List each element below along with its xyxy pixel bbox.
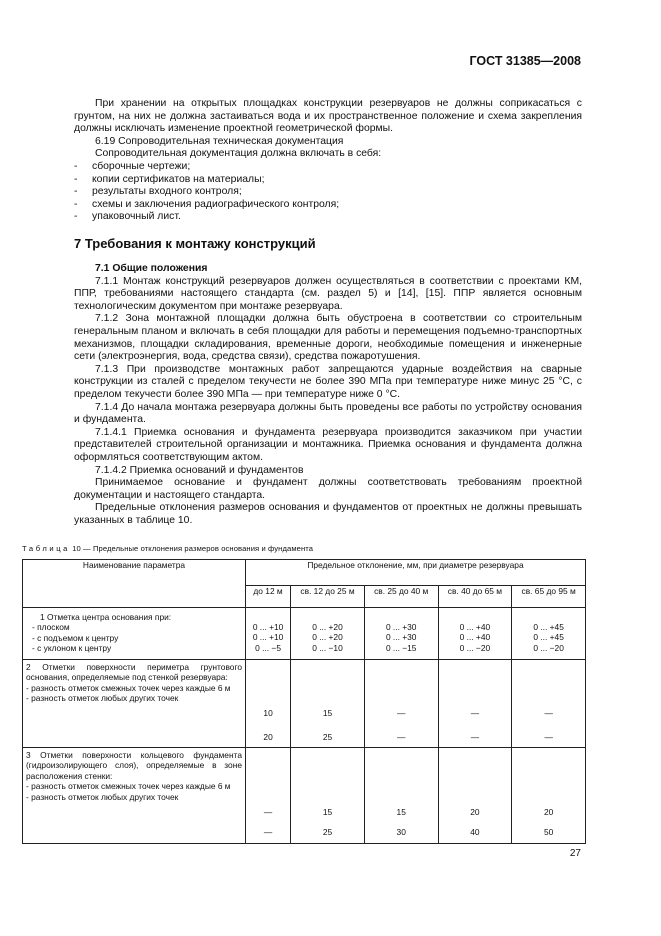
value: 50 xyxy=(543,827,554,838)
list-item: - упаковочный лист. xyxy=(74,211,582,224)
value-cell xyxy=(291,608,365,660)
intro-block xyxy=(74,98,582,224)
value: 30 xyxy=(396,827,406,838)
value-cell xyxy=(291,748,365,844)
table-row xyxy=(23,608,586,660)
row-label xyxy=(23,748,246,844)
subsection-heading: 7.1 Общие положения xyxy=(95,263,208,274)
document-id: ГОСТ 31385—2008 xyxy=(469,54,581,68)
row-sub: - с подъемом к центру xyxy=(32,632,119,643)
row-sub: - плоском xyxy=(32,622,70,633)
value-cell xyxy=(512,608,586,660)
value: 20 xyxy=(263,732,273,743)
row-title: 2 Отметки поверхности периметра грунтового основания, определяемые под стенкой резервуара: xyxy=(26,662,242,683)
row-sub: - разность отметок любых других точек xyxy=(26,791,179,802)
value: 0 ... +45 xyxy=(533,632,564,643)
paragraph: Принимаемое основание и фундамент должны соответствовать требованиям проектной документации и настоящего стандарта. xyxy=(74,477,582,501)
row-title: 1 Отметка центра основания при: xyxy=(40,612,172,622)
value: 0 ... +30 xyxy=(385,622,417,632)
value: 0 ... −10 xyxy=(312,642,343,653)
table-caption-word: Таблица xyxy=(22,544,70,553)
paragraph: 7.1.4.1 Приемка основания и фундамента резервуара производится заказчиком при участии представителей строительной организации и монтажника. Приемка основания и фундамента должна оформляться соответствующим актом. xyxy=(74,426,582,463)
row-sub: - разность отметок смежных точек через каждые 6 м xyxy=(26,781,231,792)
value: 15 xyxy=(322,807,333,817)
value: 0 ... +40 xyxy=(459,632,491,643)
value-cell xyxy=(364,660,438,748)
row-sub: - разность отметок смежных точек через каждые 6 м xyxy=(26,682,231,693)
header-diameter: св. 40 до 65 м xyxy=(438,586,512,608)
table-header-row xyxy=(23,560,586,586)
row-label xyxy=(23,608,246,660)
deviation-table xyxy=(22,559,586,844)
value: — xyxy=(470,708,480,718)
value: — xyxy=(544,708,553,718)
value: 20 xyxy=(470,807,480,817)
value: 25 xyxy=(322,827,333,838)
paragraph: Предельные отклонения размеров основания и фундаментов от проектных не должны превышать указанных в таблице 10. xyxy=(74,502,582,526)
value: 0 ... −20 xyxy=(533,642,564,653)
value: — xyxy=(397,708,406,718)
value: 0 ... +10 xyxy=(252,632,284,643)
value: — xyxy=(263,827,273,838)
value: 0 ... −5 xyxy=(255,642,281,653)
paragraph: 7.1.4 До начала монтажа резервуара должны быть проведены все работы по устройству основания и фундамента. xyxy=(74,401,582,426)
value: 20 xyxy=(543,807,554,817)
value: 0 ... +20 xyxy=(312,632,343,643)
table-row xyxy=(23,748,586,844)
value-cell xyxy=(364,608,438,660)
list-item: - сборочные чертежи; xyxy=(74,161,582,174)
value: 0 ... +45 xyxy=(533,622,564,632)
page-number: 27 xyxy=(569,848,581,859)
header-diameter: св. 12 до 25 м xyxy=(291,586,365,608)
header-diameter: св. 25 до 40 м xyxy=(364,586,438,608)
value: 0 ... +40 xyxy=(459,622,491,632)
value: 40 xyxy=(470,827,480,838)
value: — xyxy=(470,732,480,743)
value: 15 xyxy=(396,807,406,817)
table-caption xyxy=(22,544,313,553)
paragraph: Сопроводительная документация должна включать в себя: xyxy=(95,148,382,160)
row-sub: - разность отметок любых других точек xyxy=(26,693,179,704)
value-cell xyxy=(512,748,586,844)
list-item: - результаты входного контроля; xyxy=(74,186,582,199)
value: 15 xyxy=(322,708,333,718)
section-heading: 7 Требования к монтажу конструкций xyxy=(74,236,316,251)
paragraph: 7.1.4.2 Приемка оснований и фундаментов xyxy=(95,464,304,476)
value: 10 xyxy=(263,708,273,718)
value-cell xyxy=(364,748,438,844)
list-item: - копии сертификатов на материалы; xyxy=(74,174,582,187)
paragraph: 7.1.3 При производстве монтажных работ запрещаются ударные воздействия на сварные конструкции из сталей с пределом текучести не более 390 МПа при температуре ниже минус 25 °С, с пределом текучести более 390 МПа — при температуре ниже 0 °С. xyxy=(74,363,582,400)
value: — xyxy=(397,732,406,743)
value: — xyxy=(263,807,273,817)
list-item: - схемы и заключения радиографического контроля; xyxy=(74,199,582,212)
value-cell xyxy=(438,608,512,660)
value-cell xyxy=(438,660,512,748)
row-sub: - с уклоном к центру xyxy=(32,643,112,654)
value-cell xyxy=(246,660,291,748)
header-group: Предельное отклонение, мм, при диаметре резервуара xyxy=(246,560,586,586)
paragraph: 7.1.2 Зона монтажной площадки должна быть обустроена в соответствии со строительным генеральным планом и включать в себя площадки для работы и перемещения подъемно-транспортных механизмов, площадки складирования, временные дороги, необходимые помещения и инженерные сети (электроэнергия, вода, средства связи), средства пожаротушения. xyxy=(74,313,582,363)
value-cell xyxy=(291,660,365,748)
value: 0 ... −15 xyxy=(385,642,417,653)
table-caption-text: 10 — Предельные отклонения размеров основания и фундамента xyxy=(72,544,314,553)
header-diameter: до 12 м xyxy=(246,586,291,608)
value: 0 ... −20 xyxy=(459,642,491,653)
header-diameter: св. 65 до 95 м xyxy=(512,586,586,608)
value-cell xyxy=(512,660,586,748)
table-row xyxy=(23,660,586,748)
header-param: Наименование параметра xyxy=(23,560,246,608)
value: — xyxy=(544,732,553,743)
value: 0 ... +10 xyxy=(252,622,284,632)
value: 0 ... +20 xyxy=(312,622,343,632)
row-title: 3 Отметки поверхности кольцевого фундамента (гидроизолирующего слоя), определяемые в зоне расположения стенки: xyxy=(26,750,242,781)
value: 0 ... +30 xyxy=(385,632,417,643)
paragraph: При хранении на открытых площадках конструкции резервуаров не должны соприкасаться с грунтом, на них не должна застаиваться вода и их пространственное положение и схема закрепления должны исключать изменение проектной геометрической формы. xyxy=(74,98,582,135)
paragraph: 7.1.1 Монтаж конструкций резервуаров должен осуществляться в соответствии с проектами КМ, ППР, требованиями настоящего стандарта (см. раздел 5) и [14], [15]. ППР является основным технологическим документом при монтаже резервуара. xyxy=(74,275,582,312)
value-cell xyxy=(246,748,291,844)
value: 25 xyxy=(322,732,333,743)
value-cell xyxy=(438,748,512,844)
section-body xyxy=(74,263,582,527)
row-label xyxy=(23,660,246,748)
paragraph: 6.19 Сопроводительная техническая документация xyxy=(95,135,344,147)
value-cell xyxy=(246,608,291,660)
